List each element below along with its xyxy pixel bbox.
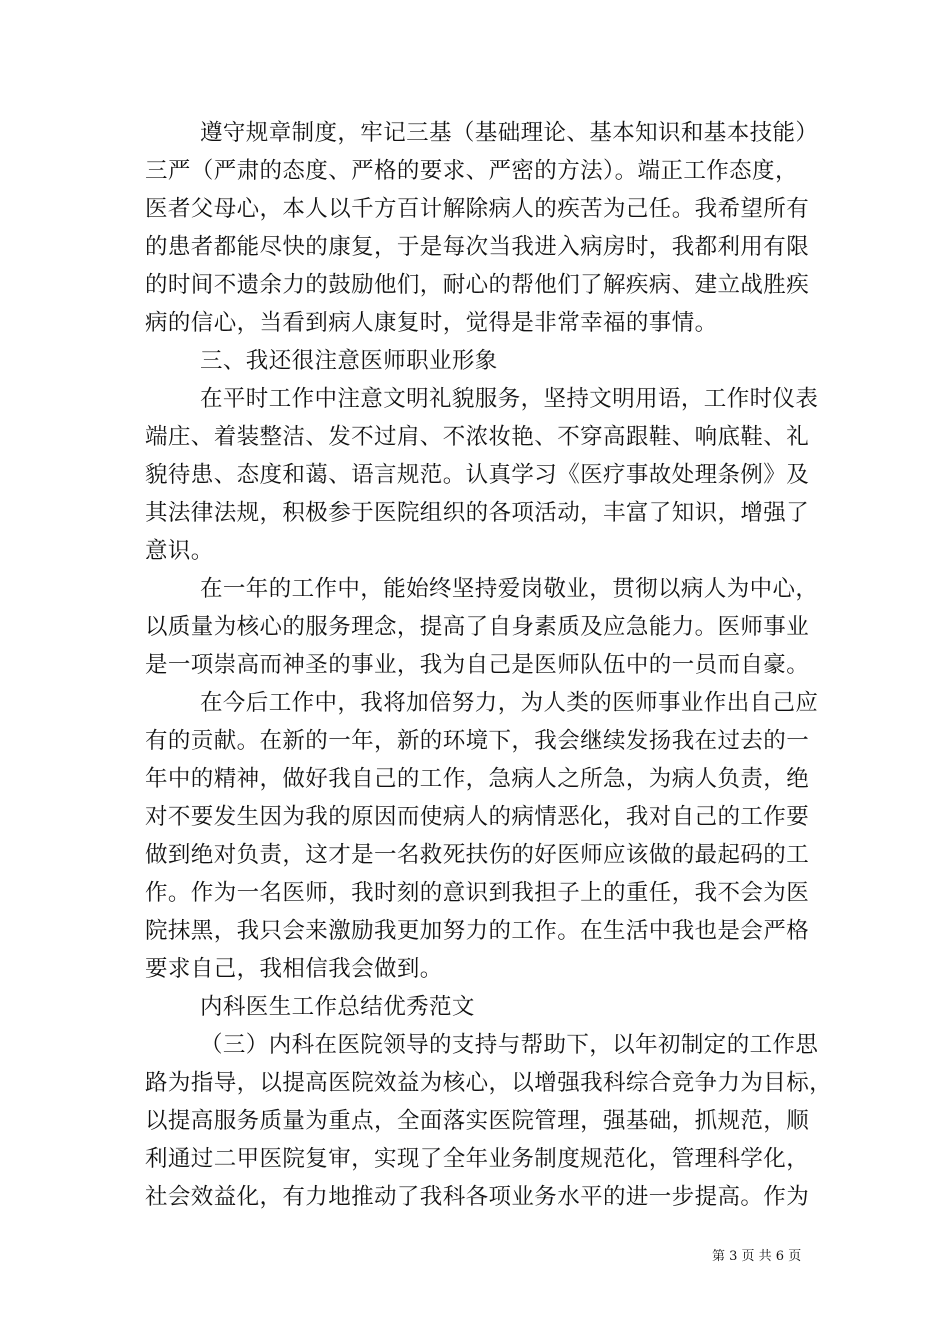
body-text-line: （三）内科在医院领导的支持与帮助下，以年初制定的工作思 — [200, 1032, 819, 1058]
body-text-line: 以提高服务质量为重点，全面落实医院管理，强基础，抓规范，顺 — [145, 1108, 810, 1134]
body-text-line: 意识。 — [145, 538, 214, 564]
body-text-line: 年中的精神，做好我自己的工作，急病人之所急，为病人负责，绝 — [145, 766, 810, 792]
body-text-line: 社会效益化，有力地推动了我科各项业务水平的进一步提高。作为 — [145, 1184, 810, 1210]
section-heading: 三、我还很注意医师职业形象 — [200, 348, 498, 374]
body-text-line: 院抹黑，我只会来激励我更加努力的工作。在生活中我也是会严格 — [145, 918, 810, 944]
body-text-line: 三严（严肃的态度、严格的要求、严密的方法）。端正工作态度， — [145, 158, 798, 184]
body-text-line: 以质量为核心的服务理念，提高了自身素质及应急能力。医师事业 — [145, 614, 810, 640]
body-text-line: 做到绝对负责，这才是一名救死扶伤的好医师应该做的最起码的工 — [145, 842, 810, 868]
body-text-line: 在一年的工作中，能始终坚持爱岗敬业，贯彻以病人为中心， — [200, 576, 819, 602]
body-text-line: 病的信心，当看到病人康复时，觉得是非常幸福的事情。 — [145, 310, 718, 336]
body-text-line: 遵守规章制度，牢记三基（基础理论、基本知识和基本技能） — [200, 120, 819, 146]
body-text-line: 端庄、着装整洁、发不过肩、不浓妆艳、不穿高跟鞋、响底鞋、礼 — [145, 424, 810, 450]
body-text-line: 要求自己，我相信我会做到。 — [145, 956, 443, 982]
body-text-line: 路为指导，以提高医院效益为核心，以增强我科综合竞争力为目标， — [145, 1070, 833, 1096]
body-text-line: 貌待患、态度和蔼、语言规范。认真学习《医疗事故处理条例》及 — [145, 462, 810, 488]
body-text-line: 在今后工作中，我将加倍努力，为人类的医师事业作出自己应 — [200, 690, 819, 716]
body-text-line: 作。作为一名医师，我时刻的意识到我担子上的重任，我不会为医 — [145, 880, 810, 906]
body-text-line: 在平时工作中注意文明礼貌服务，坚持文明用语，工作时仪表 — [200, 386, 819, 412]
body-text-line: 的患者都能尽快的康复，于是每次当我进入病房时，我都利用有限 — [145, 234, 810, 260]
page-number: 第 3 页 共 6 页 — [712, 1249, 802, 1264]
body-text-line: 利通过二甲医院复审，实现了全年业务制度规范化，管理科学化， — [145, 1146, 810, 1172]
body-text-line: 对不要发生因为我的原因而使病人的病情恶化，我对自己的工作要 — [145, 804, 810, 830]
body-text-line: 医者父母心，本人以千方百计解除病人的疾苦为己任。我希望所有 — [145, 196, 810, 222]
body-text-line: 的时间不遗余力的鼓励他们，耐心的帮他们了解疾病、建立战胜疾 — [145, 272, 810, 298]
body-text-line: 有的贡献。在新的一年，新的环境下，我会继续发扬我在过去的一 — [145, 728, 810, 754]
body-text-line: 其法律法规，积极参于医院组织的各项活动，丰富了知识，增强了 — [145, 500, 810, 526]
section-heading: 内科医生工作总结优秀范文 — [200, 994, 475, 1020]
body-text-line: 是一项崇高而神圣的事业，我为自己是医师队伍中的一员而自豪。 — [145, 652, 810, 678]
